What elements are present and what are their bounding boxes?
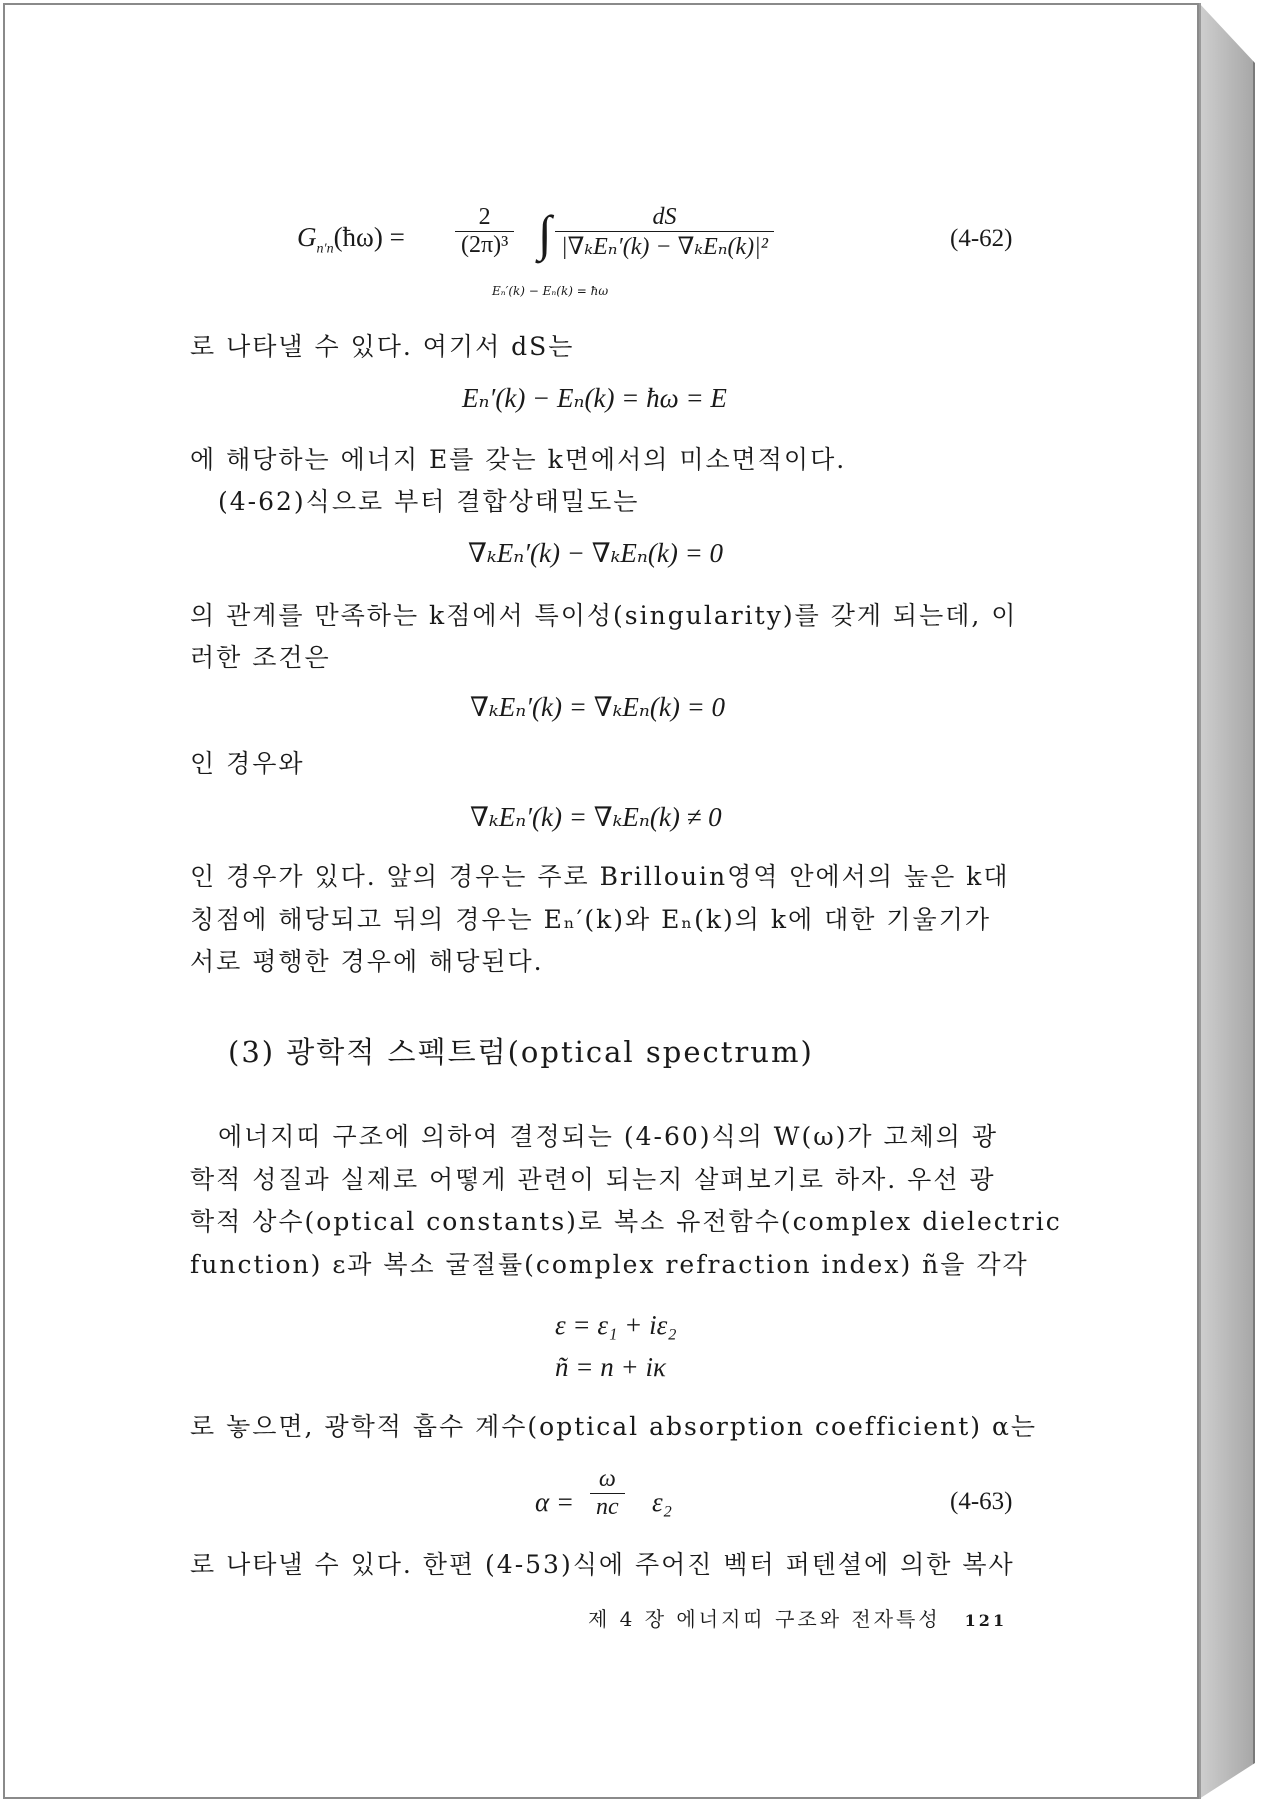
equation-energy: Eₙ′(k) − Eₙ(k) = ħω = E <box>462 383 727 413</box>
book-spine <box>1199 3 1255 1799</box>
page-edge <box>1199 3 1201 1799</box>
text-line: 인 경우와 <box>190 749 305 778</box>
text-line: 학적 상수(optical constants)로 복소 유전함수(complex dielectric <box>190 1207 1062 1236</box>
integral-limit: Eₙ′(k) − Eₙ(k) = ħω <box>492 284 609 298</box>
text-line: 러한 조건은 <box>190 643 331 672</box>
text-line: 에 해당하는 에너지 E를 갖는 k면에서의 미소면적이다. <box>190 445 847 474</box>
equation-both-zero: ∇ₖEₙ′(k) = ∇ₖEₙ(k) = 0 <box>470 692 726 722</box>
equation-parallel: ∇ₖEₙ′(k) = ∇ₖEₙ(k) ≠ 0 <box>470 802 722 832</box>
text-line: 인 경우가 있다. 앞의 경우는 주로 Brillouin영역 안에서의 높은 k대 <box>190 862 1010 891</box>
text-line: 칭점에 해당되고 뒤의 경우는 Eₙ′(k)와 Eₙ(k)의 k에 대한 기울기가 <box>190 905 991 934</box>
text-line: 로 나타낼 수 있다. 한편 (4-53)식에 주어진 벡터 퍼텐셜에 의한 복사 <box>190 1550 1015 1579</box>
text-line: (4-62)식으로 부터 결합상태밀도는 <box>218 487 640 516</box>
eq-alpha-lhs: α = <box>535 1487 575 1517</box>
text-line: 서로 평행한 경우에 해당된다. <box>190 947 544 976</box>
text-line: 학적 성질과 실제로 어떻게 관련이 되는지 살펴보기로 하자. 우선 광 <box>190 1165 996 1194</box>
equation-epsilon: ε = ε₁ + iε₂ <box>555 1310 677 1340</box>
equation-ntilde: ñ = n + iκ <box>555 1352 666 1382</box>
eq-lhs-arg: (ħω) = <box>333 222 405 252</box>
eq-lhs-sub: n′n <box>316 241 334 257</box>
text-line: 의 관계를 만족하는 k점에서 특이성(singularity)를 갖게 되는데, 이 <box>190 601 1018 630</box>
eq-fraction-alpha: $\frac{\omega}{nc}$ <box>590 1466 625 1521</box>
equation-number-4-62: (4-62) <box>950 225 1013 252</box>
eq-lhs: G <box>297 222 317 252</box>
equation-gradient-zero: ∇ₖEₙ′(k) − ∇ₖEₙ(k) = 0 <box>468 538 724 568</box>
chapter-title: 제 4 장 에너지띠 구조와 전자특성 <box>588 1607 941 1631</box>
eq-fraction-integrand: $\frac{dS}{\text{|∇ₖEₙ′(k) − ∇ₖEₙ(k)|²}}$ <box>555 204 774 261</box>
eq-fraction-constant: $\frac{2}{\text{(2π)³}}$ <box>455 204 514 259</box>
text-line: function) ε과 복소 굴절률(complex refraction index) ñ을 각각 <box>190 1250 1029 1279</box>
section-heading: (3) 광학적 스펙트럼(optical spectrum) <box>228 1035 814 1069</box>
eq-alpha-rhs: ε₂ <box>652 1487 673 1517</box>
text-line: 로 놓으면, 광학적 흡수 계수(optical absorption coefficient) α는 <box>190 1412 1037 1441</box>
integral-sign: ∫ <box>538 205 552 261</box>
page-footer <box>588 1603 1007 1632</box>
page-number: 121 <box>964 1611 1008 1630</box>
text-line: 로 나타낼 수 있다. 여기서 dS는 <box>190 332 575 361</box>
equation-number-4-63: (4-63) <box>950 1488 1013 1515</box>
text-line: 에너지띠 구조에 의하여 결정되는 (4-60)식의 W(ω)가 고체의 광 <box>218 1122 999 1151</box>
